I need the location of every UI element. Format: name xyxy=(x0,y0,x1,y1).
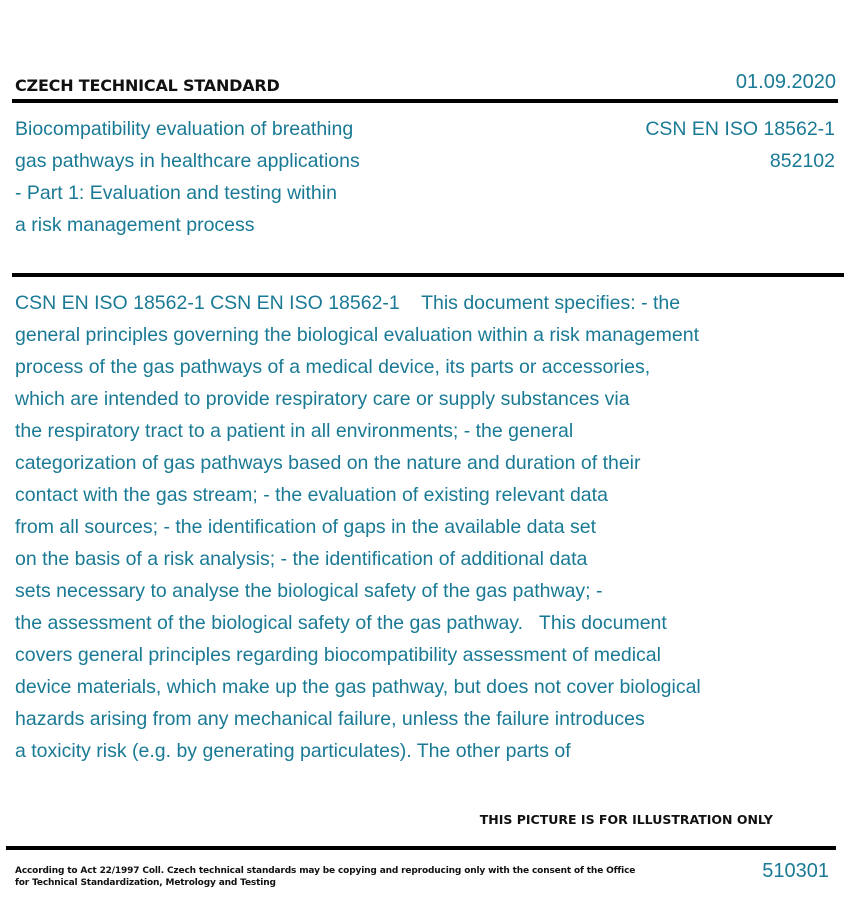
body-line: on the basis of a risk analysis; - the identification of additional data xyxy=(15,548,588,570)
footer-code: 510301 xyxy=(762,860,829,882)
body-line: sets necessary to analyse the biological safety of the gas pathway; - xyxy=(15,580,603,602)
abstract-text xyxy=(15,287,845,767)
classification-code: 852102 xyxy=(769,150,835,172)
legal-line: According to Act 22/1997 Coll. Czech technical standards may be copying and reproducing only with the consent of the Office xyxy=(15,866,636,876)
title-line: Biocompatibility evaluation of breathing xyxy=(15,118,354,140)
legal-line: for Technical Standardization, Metrology and Testing xyxy=(15,878,276,888)
body-line: which are intended to provide respiratory care or supply substances via xyxy=(15,388,630,410)
standard-number: CSN EN ISO 18562-1 xyxy=(645,118,835,140)
body-line: process of the gas pathways of a medical device, its parts or accessories, xyxy=(15,356,651,378)
bottom-divider xyxy=(6,846,836,850)
top-divider xyxy=(12,99,838,103)
standard-codes xyxy=(645,113,835,177)
body-line: device materials, which make up the gas pathway, but does not cover biological xyxy=(15,676,701,698)
title-line: a risk management process xyxy=(15,214,255,236)
body-line: covers general principles regarding biocompatibility assessment of medical xyxy=(15,644,661,666)
legal-notice xyxy=(15,865,635,889)
body-line: from all sources; - the identification of gaps in the available data set xyxy=(15,516,596,538)
title-line: gas pathways in healthcare applications xyxy=(15,150,360,172)
body-line: hazards arising from any mechanical failure, unless the failure introduces xyxy=(15,708,645,730)
body-line: a toxicity risk (e.g. by generating particulates). The other parts of xyxy=(15,740,571,762)
header-label: CZECH TECHNICAL STANDARD xyxy=(15,76,280,95)
body-line: contact with the gas stream; - the evaluation of existing relevant data xyxy=(15,484,608,506)
body-line: the assessment of the biological safety of the gas pathway. This document xyxy=(15,612,667,634)
middle-divider xyxy=(12,273,844,277)
document-title xyxy=(15,113,435,241)
body-line: CSN EN ISO 18562-1 CSN EN ISO 18562-1 This document specifies: - the xyxy=(15,292,681,314)
body-line: the respiratory tract to a patient in all environments; - the general xyxy=(15,420,574,442)
body-line: categorization of gas pathways based on the nature and duration of their xyxy=(15,452,641,474)
illustration-note: THIS PICTURE IS FOR ILLUSTRATION ONLY xyxy=(479,812,773,827)
body-line: general principles governing the biological evaluation within a risk management xyxy=(15,324,699,346)
title-line: - Part 1: Evaluation and testing within xyxy=(15,182,337,204)
header-date: 01.09.2020 xyxy=(735,71,836,93)
